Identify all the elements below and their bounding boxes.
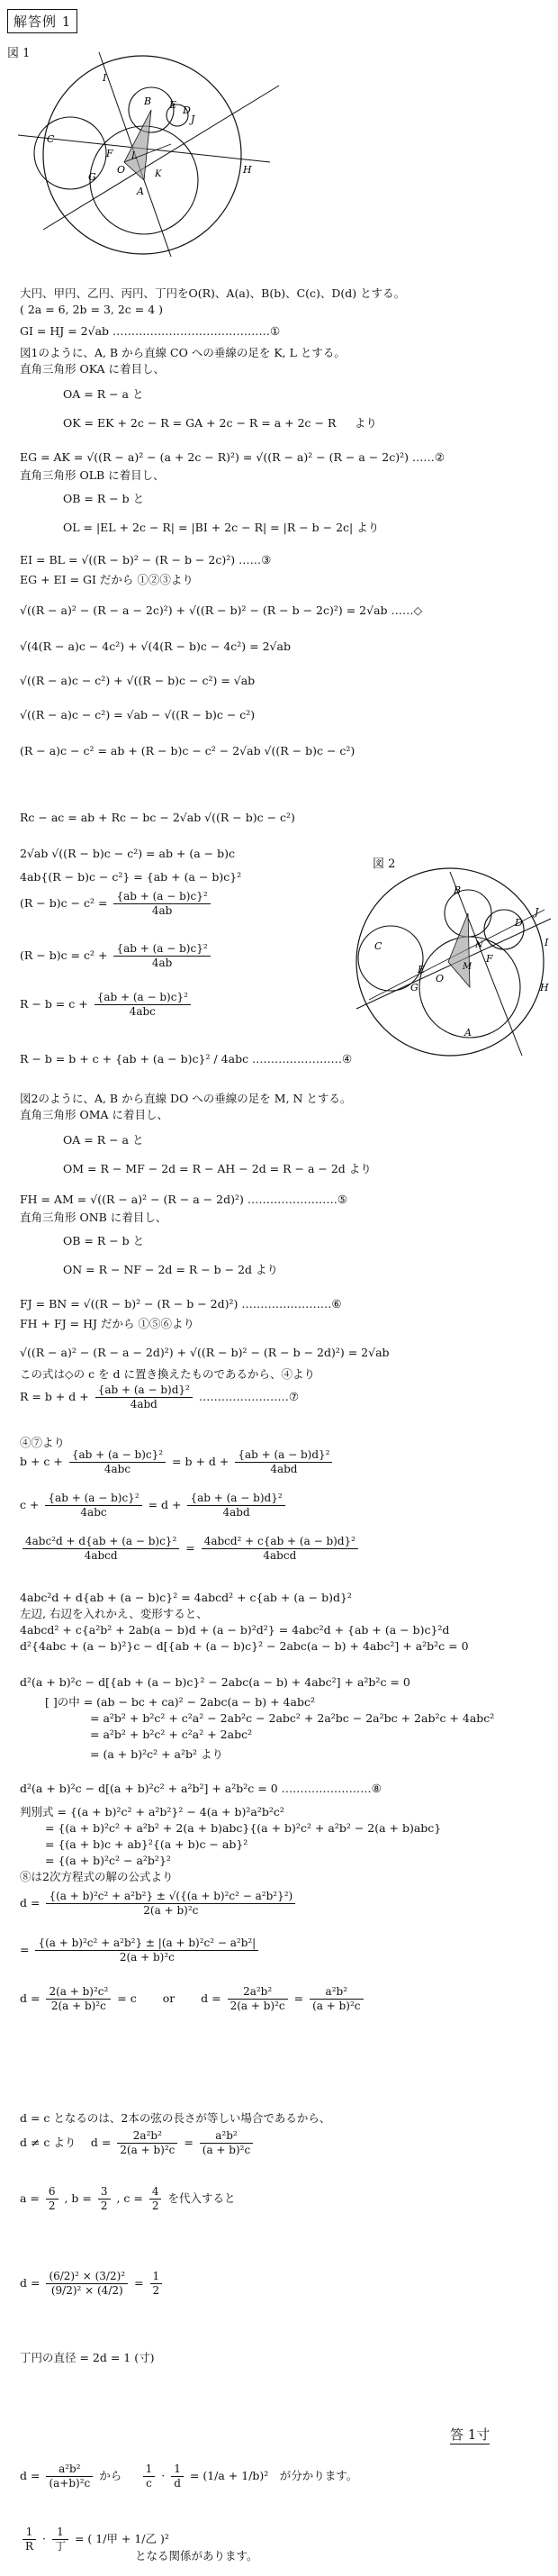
fraction-middle: · bbox=[39, 2532, 50, 2545]
fraction-prefix: d = bbox=[20, 1991, 44, 2005]
solution-line: OB = R − b と bbox=[63, 492, 145, 505]
fraction-tail: = (1/a + 1/b)² が分かります。 bbox=[185, 2469, 358, 2482]
solution-line: 大円、甲円、乙円、丙円、丁円をO(R)、A(a)、B(b)、C(c)、D(d) とする。 bbox=[20, 286, 406, 300]
svg-text:O: O bbox=[436, 973, 445, 984]
solution-line: この式は◇の c を d に置き換えたものであるから、④より bbox=[20, 1367, 316, 1381]
fraction bbox=[46, 2185, 58, 2213]
fraction-numerator: 1 bbox=[171, 2463, 184, 2477]
fraction-denominator: c bbox=[146, 2477, 152, 2490]
fraction-numerator: (6/2)² × (3/2)² bbox=[46, 2270, 128, 2284]
fraction-numerator: {(a + b)²c² + a²b²} ± √({(a + b)²c² − a²b²}²) bbox=[46, 1890, 295, 1904]
fraction-numerator: {ab + (a − b)d}² bbox=[95, 1383, 193, 1398]
svg-text:H: H bbox=[243, 164, 252, 176]
fraction-numerator: {ab + (a − b)c}² bbox=[94, 991, 191, 1005]
svg-text:A: A bbox=[464, 1027, 472, 1039]
solution-line: OA = R − a と bbox=[63, 1133, 144, 1147]
fraction bbox=[200, 2129, 253, 2157]
fraction-prefix: R = b + d + bbox=[20, 1390, 93, 1403]
fraction-middle: = d + bbox=[144, 1498, 185, 1511]
fraction-numerator: 1 bbox=[143, 2463, 156, 2477]
fraction-line bbox=[20, 2185, 235, 2213]
solution-line: 4abcd² + c{a²b² + 2ab(a − b)d + (a − b)²d²} = 4abc²d + {ab + (a − b)c}²d bbox=[20, 1623, 450, 1637]
svg-text:B: B bbox=[454, 884, 462, 896]
fraction bbox=[35, 1937, 258, 1964]
fraction-numerator: a²b² bbox=[46, 2463, 93, 2477]
fraction bbox=[94, 991, 191, 1019]
fraction-denominator: 2(a + b)²c bbox=[143, 1904, 199, 1917]
fraction-middle: = bbox=[180, 2136, 197, 2149]
solution-line: EG = AK = √((R − a)² − (a + 2c − R)²) = √((R − a)² − (R − a − 2c)²) ……② bbox=[20, 450, 446, 464]
fraction bbox=[228, 1985, 288, 2013]
solution-line: 4ab{(R − b)c − c²} = {ab + (a − b)c}² bbox=[20, 870, 242, 884]
fraction-denominator: (9/2)² × (4/2) bbox=[50, 2284, 123, 2297]
fraction-prefix: b + c + bbox=[20, 1455, 67, 1468]
fraction-prefix: c + bbox=[20, 1498, 43, 1511]
fraction-denominator: 4abd bbox=[222, 1506, 250, 1519]
svg-text:H: H bbox=[540, 982, 549, 993]
solution-line: d²(a + b)²c − d[{ab + (a − b)c}² − 2abc(a − b) + 4abc²] + a²b²c = 0 bbox=[20, 1675, 410, 1689]
fraction bbox=[113, 890, 210, 918]
fraction-numerator: 2a²b² bbox=[228, 1985, 288, 2000]
fraction bbox=[149, 2185, 162, 2213]
svg-text:M: M bbox=[463, 962, 472, 972]
fraction-denominator: 2(a + b)²c bbox=[120, 2144, 176, 2156]
fraction-suffix: · bbox=[158, 2469, 169, 2482]
fraction-denominator: 4abcd bbox=[263, 1549, 297, 1562]
solution-line: R − b = b + c + {ab + (a − b)c}² / 4abc ……………………④ bbox=[20, 1052, 353, 1066]
solution-line: 直角三角形 OKA に着目し、 bbox=[20, 362, 166, 376]
solution-line: OL = |EL + 2c − R| = |BI + 2c − R| = |R − b − 2c| より bbox=[63, 521, 380, 534]
fraction-denominator: 丁 bbox=[54, 2540, 66, 2553]
fraction-numerator: 1 bbox=[52, 2526, 68, 2540]
solution-line: = a²b² + b²c² + c²a² + 2abc² bbox=[90, 1728, 253, 1741]
fraction-middle: = c or d = bbox=[113, 1991, 225, 2005]
svg-text:E: E bbox=[418, 964, 426, 975]
solution-line: 2√ab √((R − b)c − c²) = ab + (a − b)c bbox=[20, 847, 236, 860]
fraction-line bbox=[20, 1535, 361, 1563]
fraction-middle: から bbox=[95, 2469, 140, 2482]
fraction-denominator: 4abc bbox=[129, 1005, 156, 1018]
fraction-denominator: 4abd bbox=[270, 1463, 298, 1475]
solution-line: 図1のように、A, B から直線 CO への垂線の足を K, L とする。 bbox=[20, 346, 346, 359]
fraction bbox=[22, 2526, 36, 2553]
fraction-middle: , b = bbox=[60, 2191, 95, 2205]
svg-text:F: F bbox=[486, 953, 493, 965]
solution-line: ⑧は2次方程式の解の公式より bbox=[20, 1870, 174, 1883]
svg-text:D: D bbox=[183, 104, 191, 116]
solution-line: = a²b² + b²c² + c²a² − 2ab²c − 2abc² + 2a²bc − 2a²bc + 2ab²c + 4abc² bbox=[90, 1711, 495, 1725]
svg-text:J: J bbox=[535, 906, 539, 918]
fraction bbox=[202, 1535, 358, 1563]
solution-line: OK = EK + 2c − R = GA + 2c − R = a + 2c − R より bbox=[63, 416, 377, 430]
fraction-denominator: 4abc bbox=[80, 1506, 107, 1519]
fraction bbox=[52, 2526, 68, 2553]
solution-line: (R − a)c − c² = ab + (R − b)c − c² − 2√ab √((R − b)c − c²) bbox=[20, 744, 356, 757]
fraction-line bbox=[20, 1492, 288, 1519]
svg-text:I: I bbox=[103, 72, 107, 84]
fraction-line bbox=[20, 1937, 261, 1964]
fraction-numerator: {ab + (a − b)c}² bbox=[113, 942, 210, 957]
fraction-line bbox=[20, 2270, 165, 2298]
fraction-denominator: 2(a + b)²c bbox=[119, 1951, 175, 1964]
fraction-prefix: d ≠ c より d = bbox=[20, 2136, 115, 2149]
fraction-numerator: 4abc²d + d{ab + (a − b)c}² bbox=[22, 1535, 179, 1549]
solution-line: = (a + b)²c² + a²b² より bbox=[90, 1747, 223, 1761]
solution-line: OM = R − MF − 2d = R − AH − 2d = R − a − 2d より bbox=[63, 1162, 372, 1175]
fraction-numerator: {ab + (a − b)d}² bbox=[187, 1492, 284, 1506]
solution-line: d = c となるのは、2本の弦の長さが等しい場合であるから、 bbox=[20, 2111, 331, 2125]
fraction-line bbox=[20, 942, 213, 970]
svg-text:K: K bbox=[155, 169, 162, 179]
fraction-suffix: ……………………⑦ bbox=[194, 1390, 300, 1403]
svg-text:A: A bbox=[137, 186, 144, 197]
fraction bbox=[95, 1383, 193, 1411]
solution-line: 直角三角形 ONB に着目し、 bbox=[20, 1211, 167, 1224]
solution-line: √((R − a)² − (R − a − 2d)²) + √((R − b)² − (R − b − 2d)²) = 2√ab bbox=[20, 1346, 390, 1359]
fraction-numerator: 1 bbox=[150, 2270, 163, 2284]
svg-text:J: J bbox=[191, 113, 195, 125]
fraction-denominator: 4abd bbox=[130, 1398, 158, 1410]
fraction-denominator: (a + b)²c bbox=[202, 2144, 251, 2156]
fraction-numerator: 3 bbox=[98, 2185, 111, 2200]
solution-line: √((R − a)² − (R − a − 2c)²) + √((R − b)² − (R − b − 2c)²) = 2√ab ……◇ bbox=[20, 603, 423, 617]
solution-line: FJ = BN = √((R − b)² − (R − b − 2d)²) ……………………⑥ bbox=[20, 1297, 342, 1311]
svg-text:E: E bbox=[169, 99, 177, 111]
fraction bbox=[69, 1448, 166, 1476]
fraction-numerator: 4 bbox=[149, 2185, 162, 2200]
fraction-line bbox=[20, 1383, 299, 1411]
fraction-denominator: 4ab bbox=[151, 904, 173, 917]
fraction-line bbox=[20, 1448, 335, 1476]
svg-text:L: L bbox=[131, 151, 138, 161]
solution-line: ④⑦より bbox=[20, 1436, 66, 1449]
fraction bbox=[117, 2129, 177, 2157]
figure-1-diagram bbox=[0, 45, 288, 261]
svg-text:C: C bbox=[374, 940, 382, 952]
fraction-numerator: 2(a + b)²c² bbox=[46, 1985, 111, 2000]
fraction bbox=[45, 1492, 141, 1519]
svg-text:D: D bbox=[515, 917, 523, 929]
fraction bbox=[187, 1492, 284, 1519]
fraction-numerator: 1 bbox=[22, 2526, 36, 2540]
solution-line: √(4(R − a)c − 4c²) + √(4(R − b)c − 4c²) = 2√ab bbox=[20, 639, 291, 653]
fraction-prefix: = bbox=[20, 1943, 33, 1956]
fraction-numerator: a²b² bbox=[200, 2129, 253, 2144]
fraction-prefix: (R − b)c = c² + bbox=[20, 948, 112, 962]
fraction-numerator: a²b² bbox=[310, 1985, 363, 2000]
fraction-middle: = bbox=[130, 2276, 148, 2290]
fraction bbox=[150, 2270, 163, 2298]
figure-2-diagram bbox=[342, 856, 558, 1063]
fraction-line bbox=[20, 1985, 366, 2013]
fraction-denominator: (a + b)²c bbox=[312, 2000, 361, 2012]
fraction-prefix: R − b = c + bbox=[20, 997, 92, 1011]
solution-line: 4abc²d + d{ab + (a − b)c}² = 4abcd² + c{ab + (a − b)d}² bbox=[20, 1591, 352, 1604]
fraction-prefix: a = bbox=[20, 2191, 43, 2205]
fraction bbox=[22, 1535, 179, 1563]
fraction-line bbox=[20, 2526, 169, 2553]
svg-text:G: G bbox=[88, 171, 96, 183]
fraction-denominator: 2 bbox=[100, 2200, 108, 2212]
solution-line: 図2のように、A, B から直線 DO への垂線の足を M, N とする。 bbox=[20, 1092, 352, 1105]
solution-line: EG + EI = GI だから ①②③より bbox=[20, 573, 194, 586]
fraction-denominator: R bbox=[25, 2540, 34, 2553]
svg-text:O: O bbox=[117, 164, 126, 176]
svg-text:F: F bbox=[106, 148, 113, 159]
fraction bbox=[46, 1890, 295, 1918]
fraction-numerator: {ab + (a − b)c}² bbox=[69, 1448, 166, 1463]
fraction-denominator: 4ab bbox=[151, 957, 173, 969]
solution-line: Rc − ac = ab + Rc − bc − 2√ab √((R − b)c − c²) bbox=[20, 811, 295, 824]
fraction bbox=[98, 2185, 111, 2213]
fraction-prefix: (R − b)c − c² = bbox=[20, 896, 112, 910]
fraction bbox=[46, 2270, 128, 2298]
fraction-numerator: {ab + (a − b)c}² bbox=[45, 1492, 141, 1506]
fraction-denominator: 4abc bbox=[104, 1463, 131, 1475]
fraction-numerator: {ab + (a − b)d}² bbox=[235, 1448, 332, 1463]
solution-line: = {(a + b)²c² + a²b² + 2(a + b)abc}{(a + b)²c² + a²b² − 2(a + b)abc} bbox=[45, 1821, 442, 1835]
figure-1-label: 図 1 bbox=[7, 47, 31, 60]
fraction bbox=[143, 2463, 156, 2490]
fraction-denominator: 2 bbox=[48, 2200, 56, 2212]
fraction-prefix: d = bbox=[20, 2469, 44, 2482]
svg-text:G: G bbox=[410, 982, 418, 993]
header-title: 解答例 1 bbox=[7, 9, 77, 33]
fraction-denominator: 2(a + b)²c bbox=[230, 2000, 285, 2012]
fraction-denominator: 2 bbox=[151, 2200, 159, 2212]
fraction bbox=[171, 2463, 184, 2490]
fraction-middle: = bbox=[182, 1541, 199, 1555]
solution-line: d²{4abc + (a − b)²}c − d[{ab + (a − b)c}² − 2abc(a − b) + 4abc²] + a²b²c = 0 bbox=[20, 1639, 469, 1653]
fraction-denominator: 2 bbox=[152, 2284, 160, 2297]
fraction-numerator: 4abcd² + c{ab + (a − b)d}² bbox=[202, 1535, 358, 1549]
fraction bbox=[235, 1448, 332, 1476]
fraction-denominator: 4abcd bbox=[84, 1549, 118, 1562]
solution-line: となる関係があります。 bbox=[135, 2549, 258, 2562]
solution-line: d²(a + b)²c − d[(a + b)²c² + a²b²] + a²b²c = 0 ……………………⑧ bbox=[20, 1782, 382, 1795]
fraction bbox=[310, 1985, 363, 2013]
fraction-suffix: = ( 1/甲 + 1/乙 )² bbox=[70, 2532, 169, 2545]
fraction-tail: を代入すると bbox=[164, 2191, 236, 2205]
solution-line: = {(a + b)²c² − a²b²}² bbox=[45, 1854, 171, 1867]
fraction-line bbox=[20, 1890, 298, 1918]
solution-line: OB = R − b と bbox=[63, 1234, 145, 1247]
solution-line: GI = HJ = 2√ab ……………………………………① bbox=[20, 324, 281, 338]
fraction bbox=[113, 942, 210, 970]
fraction-prefix: d = bbox=[20, 2276, 44, 2290]
solution-line: OA = R − a と bbox=[63, 387, 144, 401]
fraction-numerator: {(a + b)²c² + a²b²} ± |(a + b)²c² − a²b²| bbox=[35, 1937, 258, 1951]
solution-line: ON = R − NF − 2d = R − b − 2d より bbox=[63, 1263, 279, 1276]
solution-line: EI = BL = √((R − b)² − (R − b − 2c)²) ……③ bbox=[20, 553, 272, 567]
fraction-middle: = b + d + bbox=[168, 1455, 233, 1468]
fraction-line bbox=[20, 2463, 357, 2490]
solution-line: = {(a + b)c + ab}²{(a + b)c − ab}² bbox=[45, 1837, 248, 1851]
fraction bbox=[46, 2463, 93, 2490]
fraction-numerator: 2a²b² bbox=[117, 2129, 177, 2144]
fraction-line bbox=[20, 991, 194, 1019]
fraction-numerator: {ab + (a − b)c}² bbox=[113, 890, 210, 904]
solution-line: FH = AM = √((R − a)² − (R − a − 2d)²) ……………………⑤ bbox=[20, 1193, 348, 1206]
fraction bbox=[46, 1985, 111, 2013]
solution-line: 直角三角形 OMA に着目し、 bbox=[20, 1108, 169, 1121]
fraction-line bbox=[20, 890, 213, 918]
solution-line: 丁円の直径 = 2d = 1 (寸) bbox=[20, 2351, 155, 2364]
fraction-numerator: 6 bbox=[46, 2185, 58, 2200]
solution-line: ( 2a = 6, 2b = 3, 2c = 4 ) bbox=[20, 303, 164, 316]
svg-text:I: I bbox=[544, 937, 549, 948]
solution-line: 直角三角形 OLB に着目し、 bbox=[20, 468, 165, 482]
fraction-denominator: 2(a + b)²c bbox=[50, 2000, 106, 2012]
svg-text:B: B bbox=[144, 95, 152, 107]
figure-2-label: 図 2 bbox=[373, 857, 396, 871]
svg-text:N: N bbox=[475, 940, 483, 950]
fraction-denominator: d bbox=[174, 2477, 181, 2490]
fraction-prefix: d = bbox=[20, 1896, 44, 1909]
solution-line: √((R − a)c − c²) = √ab − √((R − b)c − c²) bbox=[20, 708, 256, 721]
fraction-suffix: , c = bbox=[112, 2191, 147, 2205]
fraction-suffix: = bbox=[290, 1991, 308, 2005]
solution-line: √((R − a)c − c²) + √((R − b)c − c²) = √ab bbox=[20, 674, 256, 687]
solution-line: 判別式 = {(a + b)²c² + a²b²}² − 4(a + b)²a²b²c² bbox=[20, 1805, 284, 1819]
svg-text:C: C bbox=[47, 133, 55, 145]
solution-line: FH + FJ = HJ だから ①⑤⑥より bbox=[20, 1317, 194, 1330]
solution-line: 左辺, 右辺を入れかえ、変形すると、 bbox=[20, 1607, 208, 1620]
solution-line: [ ]の中 = (ab − bc + ca)² − 2abc(a − b) + 4abc² bbox=[45, 1695, 315, 1709]
fraction-denominator: (a+b)²c bbox=[49, 2477, 91, 2490]
fraction-line bbox=[20, 2129, 256, 2157]
answer-label: 答 1寸 bbox=[450, 2426, 490, 2443]
